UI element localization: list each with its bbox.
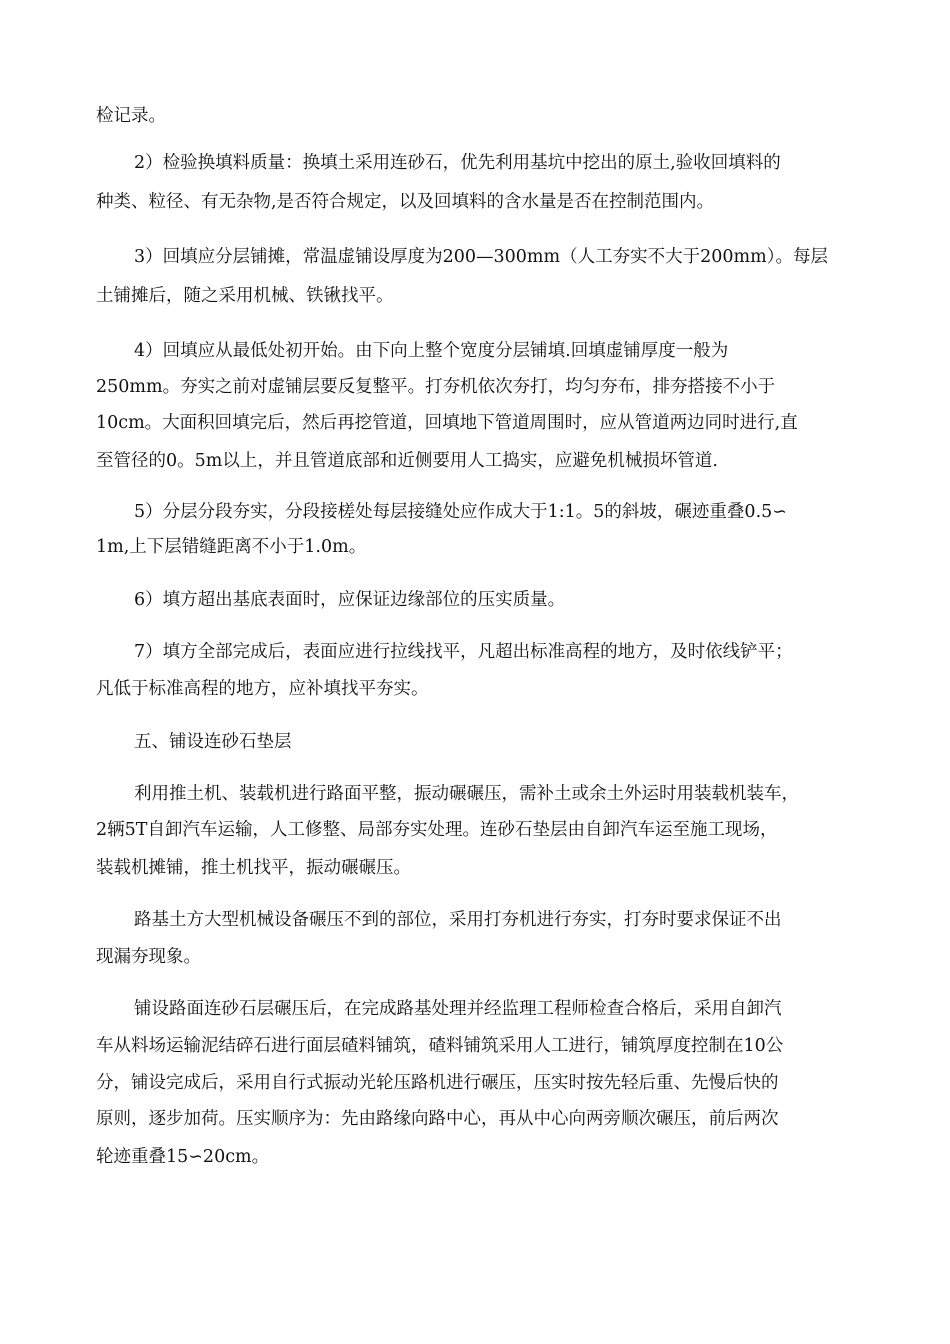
paragraph-6-line-1: 6）填方超出基底表面时，应保证边缘部位的压实质量。	[134, 590, 566, 610]
paragraph-8-line-1: 利用推土机、装载机进行路面平整，振动碾碾压，需补土或余土外运时用装载机装车，	[134, 784, 799, 804]
paragraph-4-line-3: 10cm。大面积回填完后，然后再挖管道，回填地下管道周围时，应从管道两边同时进行,直	[96, 413, 798, 433]
paragraph-3-line-2: 土铺摊后，随之采用机械、铁锹找平。	[96, 286, 394, 306]
paragraph-7-line-1: 7）填方全部完成后，表面应进行拉线找平，凡超出标准高程的地方，及时依线铲平；	[134, 642, 793, 662]
paragraph-9-line-2: 现漏夯现象。	[96, 947, 201, 967]
paragraph-5-line-1: 5）分层分段夯实，分段接槎处每层接缝处应作成大于1:1。5的斜坡，碾迹重叠0.5∽	[134, 502, 787, 522]
paragraph-9-line-1: 路基土方大型机械设备碾压不到的部位，采用打夯机进行夯实，打夯时要求保证不出	[134, 910, 782, 930]
paragraph-10-line-4: 原则，逐步加荷。压实顺序为：先由路缘向路中心，再从中心向两旁顺次碾压，前后两次	[96, 1109, 779, 1129]
text-line: 检记录。	[96, 106, 166, 126]
paragraph-2-line-2: 种类、粒径、有无杂物,是否符合规定，以及回填料的含水量是否在控制范围内。	[96, 192, 715, 212]
paragraph-5-line-2: 1m,上下层错缝距离不小于1.0m。	[96, 537, 367, 557]
paragraph-4-line-1: 4）回填应从最低处初开始。由下向上整个宽度分层铺填.回填虚铺厚度一般为	[134, 341, 729, 361]
paragraph-8-line-2: 2辆5T自卸汽车运输，人工修整、局部夯实处理。连砂石垫层由自卸汽车运至施工现场，	[96, 820, 778, 840]
paragraph-10-line-2: 车从料场运输泥结碎石进行面层碴料铺筑，碴料铺筑采用人工进行，铺筑厚度控制在10公	[96, 1036, 784, 1056]
paragraph-2-line-1: 2）检验换填料质量：换填土采用连砂石，优先利用基坑中挖出的原土,验收回填料的	[134, 153, 781, 173]
paragraph-4-line-4: 至管径的0。5m以上，并且管道底部和近侧要用人工捣实，应避免机械损坏管道.	[96, 451, 718, 471]
paragraph-10-line-1: 铺设路面连砂石层碾压后，在完成路基处理并经监理工程师检查合格后，采用自卸汽	[134, 999, 782, 1019]
paragraph-10-line-5: 轮迹重叠15∽20cm。	[96, 1147, 270, 1167]
section-heading: 五、铺设连砂石垫层	[134, 732, 292, 752]
paragraph-7-line-2: 凡低于标准高程的地方，应补填找平夯实。	[96, 679, 429, 699]
paragraph-3-line-1: 3）回填应分层铺摊，常温虚铺设厚度为200—300mm（人工夯实不大于200mm）。每层	[134, 247, 828, 267]
paragraph-8-line-3: 装载机摊铺，推土机找平，振动碾碾压。	[96, 858, 411, 878]
paragraph-10-line-3: 分，铺设完成后，采用自行式振动光轮压路机进行碾压，压实时按先轻后重、先慢后快的	[96, 1073, 779, 1093]
paragraph-4-line-2: 250mm。夯实之前对虚铺层要反复整平。打夯机依次夯打，均匀夯布，排夯搭接不小于	[96, 377, 776, 397]
